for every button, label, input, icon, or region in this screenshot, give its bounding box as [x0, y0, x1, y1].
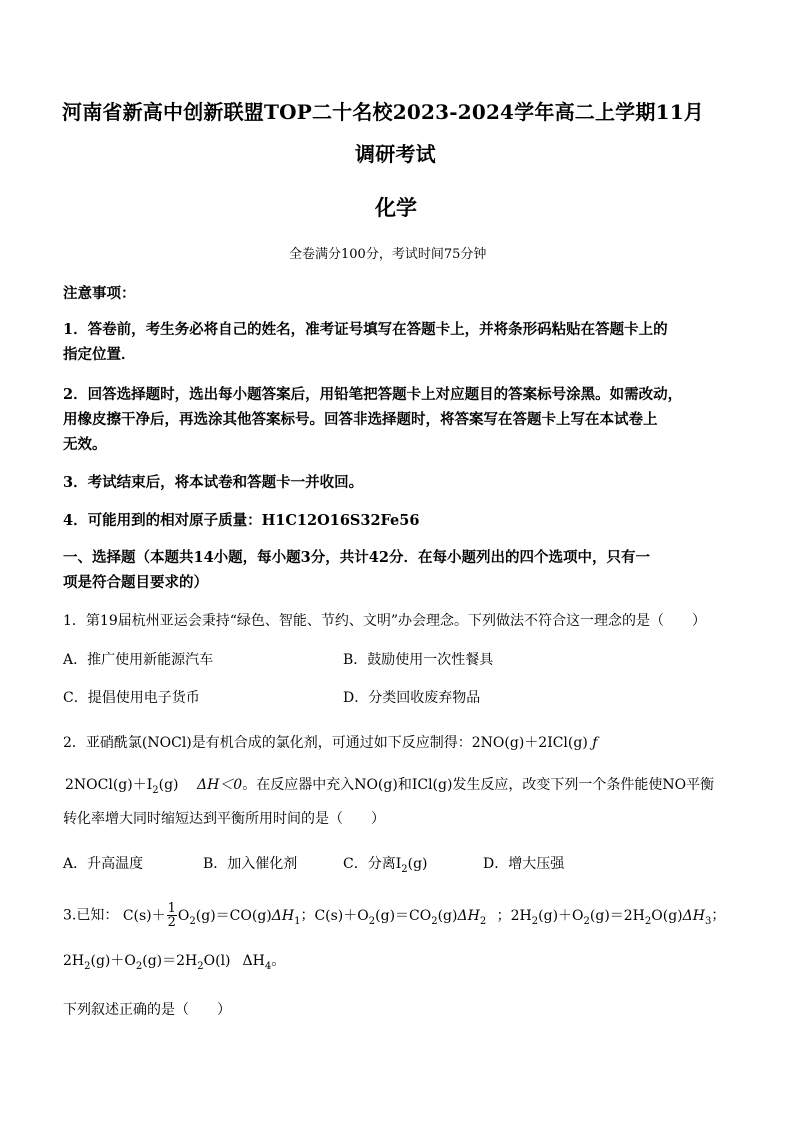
q2-option-d: D．增大压强	[483, 856, 565, 872]
q2-stem-line2	[65, 774, 714, 796]
q2-stem-line3: 转化率增大同时缩短达到平衡所用时间的是（ ）	[63, 811, 385, 827]
q1-option-b: B．鼓励使用一次性餐具	[343, 652, 494, 668]
note-item-4: 4．可能用到的相对原子质量：H1C12O16S32Fe56	[63, 512, 420, 529]
note-item-2-line2: 用橡皮擦干净后，再选涂其他答案标号。回答非选择题时，将答案写在答题卡上写在本试卷上	[63, 411, 658, 428]
q2-equation-reactants: 2NO(g)＋2ICl(g)	[471, 735, 588, 751]
note-item-2-line3: 无效。	[63, 436, 107, 453]
note-item-1-line2: 指定位置．	[63, 346, 136, 363]
q2-delta-h: ΔH＜0	[196, 777, 243, 793]
q3-fraction-half: $\frac{1}{2}$	[167, 901, 176, 930]
q2-option-b: B．加入催化剂	[203, 856, 298, 872]
note-item-3: 3．考试结束后，将本试卷和答题卡一并收回。	[63, 474, 364, 491]
exam-title-line2: 调研考试	[355, 142, 436, 166]
q3-stem-line1: 3.已知： C(s)＋ $\frac{1}{2}$ $O_2(g)=CO(g)\Delta H_1$；$C(s)+O_2(g)=CO_2(g)\Delta H_2$ ；$2H_2(g)+O_2(g)=2H_2O(g)\Delta H_3$；	[63, 901, 726, 930]
q2-stem-a: 2．亚硝酰氯	[63, 735, 142, 751]
note-item-2-line1: 2．回答选择题时，选出每小题答案后，用铅笔把答题卡上对应题目的答案标号涂黑。如需改动，	[63, 386, 683, 403]
q2-option-c: C．分离$I_2(g)$	[343, 856, 428, 875]
q2-option-a: A．升高温度	[63, 856, 144, 872]
notes-heading: 注意事项：	[63, 285, 136, 302]
q3-equation-3: $2H_2(g)+O_2(g)=2H_2O(g)\Delta H_3$	[510, 907, 712, 927]
exam-info: 全卷满分100分，考试时间75分钟	[289, 247, 487, 262]
q2-stem-b: 是有机合成的氯化剂，可通过如下反应制得：	[191, 735, 472, 751]
q1-option-d: D．分类回收废弃物品	[343, 690, 481, 706]
q3-prefix: 3.已知：	[63, 907, 119, 924]
q2-nocl-formula: (NOCl)	[141, 735, 192, 751]
exam-title-line1: 河南省新高中创新联盟TOP二十名校2023-2024学年高二上学期11月	[62, 100, 705, 124]
q3-question: 下列叙述正确的是（ ）	[63, 1002, 231, 1018]
q2-icl-formula: ICl(g)	[411, 777, 453, 793]
q2-equilibrium-arrow: ƒ	[592, 735, 598, 751]
q2-no-formula: NO(g)	[354, 777, 398, 793]
q2-stem-d: 发生反应，改变下列一个条件能使NO平衡	[452, 777, 715, 793]
q3-equation-4: $2H_2(g)+O_2(g)=2H_2O(l)$ $\Delta H_4$	[63, 953, 272, 972]
q2-stem-line1	[63, 732, 597, 752]
section1-line1: 一、选择题（本题共14小题，每小题3分，共计42分．在每小题列出的四个选项中，只有一	[63, 549, 650, 566]
note-item-1-line1: 1．答卷前，考生务必将自己的姓名，准考证号填写在答题卡上，并将条形码粘贴在答题卡上的	[63, 321, 668, 338]
q2-stem-c: 。在反应器中充入	[242, 777, 355, 793]
q1-stem: 1．第19届杭州亚运会秉持“绿色、智能、节约、文明”办会理念。下列做法不符合这一理念的是（ ）	[63, 613, 707, 629]
subject-title: 化学	[375, 195, 417, 220]
q3-stem-line2: $2H_2(g)+O_2(g)=2H_2O(l)$ $\Delta H_4$。	[63, 953, 286, 972]
q1-option-c: C．提倡使用电子货币	[63, 690, 200, 706]
section1-line2: 项是符合题目要求的）	[63, 574, 208, 591]
q2-and: 和	[397, 777, 412, 793]
q3-equation-2: $C(s)+O_2(g)=CO_2(g)\Delta H_2$	[314, 907, 487, 927]
q2-equation-products: $2NOCl(g)+I_2(g)$	[65, 777, 179, 796]
q3-equation-1: C(s)＋ $\frac{1}{2}$ $O_2(g)=CO(g)\Delta H_1$	[122, 901, 301, 930]
q1-option-a: A．推广使用新能源汽车	[63, 652, 214, 668]
